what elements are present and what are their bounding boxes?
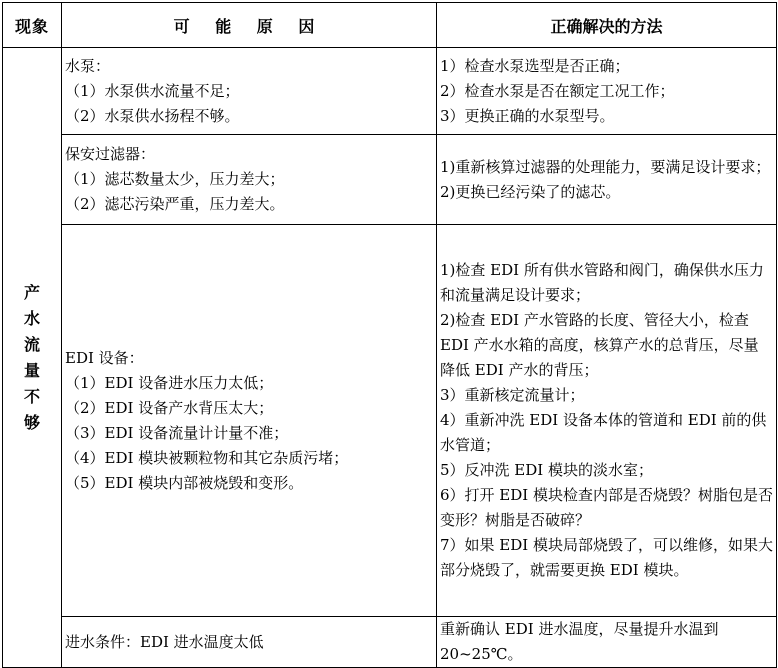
table-row <box>3 48 777 135</box>
solution-item: 5）反冲洗 EDI 模块的淡水室； <box>440 461 653 479</box>
cause-title: 水泵： <box>65 56 111 75</box>
solution-item: 6）打开 EDI 模块检查内部是否烧毁？树脂包是否变形？树脂是否破碎？ <box>440 486 773 529</box>
solution-item: 2）检查水泵是否在额定工况工作； <box>440 81 675 100</box>
solution-item: 2)检查 EDI 产水管路的长度、管径大小，检查 EDI 产水水箱的高度，核算产水的总背压，尽量降低 EDI 产水的背压； <box>440 311 759 379</box>
cause-item: （4）EDI 模块被颗粒物和其它杂质污堵； <box>65 448 349 467</box>
solution-item: 3）重新核定流量计； <box>440 386 585 404</box>
solution-cell <box>437 135 777 225</box>
cause-title: 保安过滤器： <box>65 145 156 163</box>
cause-item: （2）EDI 设备产水背压太大； <box>65 398 274 417</box>
header-solution: 正确解决的方法 <box>437 3 777 48</box>
cause-item: （1）水泵供水流量不足； <box>65 81 240 100</box>
troubleshooting-table <box>2 2 777 668</box>
cause-title: EDI 设备： <box>65 348 144 367</box>
cause-cell <box>62 135 437 225</box>
solution-item: 7）如果 EDI 模块局部烧毁了，可以维修，如果大部分烧毁了，就需要更换 EDI 模块。 <box>440 536 773 579</box>
phenomenon-cell <box>3 48 62 668</box>
solution-item: 2)更换已经污染了的滤芯。 <box>440 182 621 201</box>
cause-item: （2）水泵供水扬程不够。 <box>65 106 240 125</box>
cause-cell <box>62 617 437 668</box>
cause-cell <box>62 48 437 135</box>
cause-item: （2）滤芯污染严重，压力差大。 <box>65 195 285 213</box>
header-cause <box>62 3 437 48</box>
solution-item: 重新确认 EDI 进水温度，尽量提升水温到 20~25℃。 <box>440 620 719 663</box>
solution-item: 1)重新核算过滤器的处理能力，要满足设计要求； <box>440 157 771 176</box>
header-row <box>3 3 777 48</box>
solution-item: 1）检查水泵选型是否正确； <box>440 56 630 75</box>
cause-item: （5）EDI 模块内部被烧毁和变形。 <box>65 473 304 492</box>
phenomenon-label: 产水流量不够 <box>23 282 40 432</box>
cause-cell <box>62 225 437 617</box>
header-cause-label: 可 能 原 因 <box>173 16 325 36</box>
cause-item: （3）EDI 设备流量计计量不准； <box>65 423 289 442</box>
table-row <box>3 617 777 668</box>
solution-item: 4）重新冲洗 EDI 设备本体的管道和 EDI 前的供水管道； <box>440 411 767 454</box>
table-row <box>3 135 777 225</box>
cause-title: 进水条件：EDI 进水温度太低 <box>65 632 264 651</box>
table-row <box>3 225 777 617</box>
solution-cell <box>437 617 777 668</box>
header-phenomenon: 现象 <box>3 3 62 48</box>
solution-cell <box>437 225 777 617</box>
cause-item: （1）滤芯数量太少，压力差大； <box>65 170 285 188</box>
cause-item: （1）EDI 设备进水压力太低； <box>65 373 274 392</box>
solution-item: 3）更换正确的水泵型号。 <box>440 106 615 125</box>
solution-cell <box>437 48 777 135</box>
solution-item: 1)检查 EDI 所有供水管路和阀门，确保供水压力和流量满足设计要求； <box>440 261 764 304</box>
